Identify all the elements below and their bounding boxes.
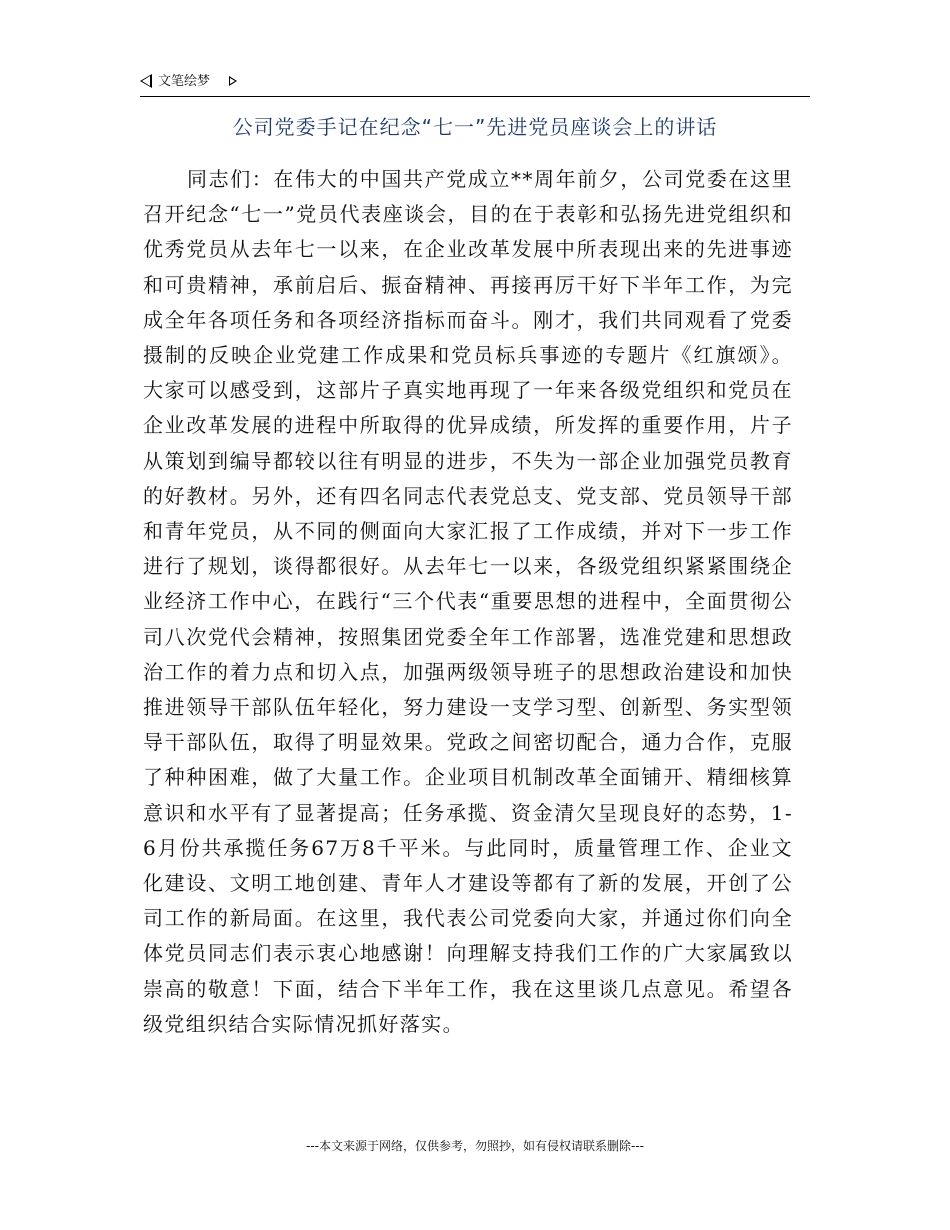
document-title: 公司党委手记在纪念“七一”先进党员座谈会上的讲话 <box>232 115 718 139</box>
triangle-right-icon <box>229 76 237 86</box>
triangle-left-icon <box>140 74 152 88</box>
header-brand: 文笔绘梦 <box>158 74 211 89</box>
document-body: 同志们：在伟大的中国共产党成立**周年前夕，公司党委在这里召开纪念“七一”党员代表座谈会，目的在于表彰和弘扬先进党组织和优秀党员从去年七一以来，在企业改革发展中所表现出来的先进事迹和可贵精神，承前启后、振奋精神、再接再厉干好下半年工作，为完成全年各项任务和各项经济指标而奋斗。刚才，我们共同观看了党委摄制的反映企业党建工作成果和党员标兵事迹的专题片《红旗颂》。大家可以感受到，这部片子真实地再现了一年来各级党组织和党员在企业改革发展的进程中所取得的优异成绩，所发挥的重要作用，片子从策划到编导都较以往有明显的进步，不失为一部企业加强党员教育的好教材。另外，还有四名同志代表党总支、党支部、党员领导干部和青年党员，从不同的侧面向大家汇报了工作成绩，并对下一步工作进行了规划，谈得都很好。从去年七一以来，各级党组织紧紧围绕企业经济工作中心，在践行“三个代表“重要思想的进程中，全面贯彻公司八次党代会精神，按照集团党委全年工作部署，选准党建和思想政治工作的着力点和切入点，加强两级领导班子的思想政治建设和加快推进领导干部队伍年轻化，努力建设一支学习型、创新型、务实型领导干部队伍，取得了明显效果。党政之间密切配合，通力合作，克服了种种困难，做了大量工作。企业项目机制改革全面铺开、精细核算意识和水平有了显著提高；任务承揽、资金清欠呈现良好的态势，1-6月份共承揽任务67万8千平米。与此同时，质量管理工作、企业文化建设、文明工地创建、青年人才建设等都有了新的发展，开创了公司工作的新局面。在这里，我代表公司党委向大家，并通过你们向全体党员同志们表示衷心地感谢！向理解支持我们工作的广大家属致以崇高的敬意！下面，结合下半年工作，我在这里谈几点意见。希望各级党组织结合实际情况抓好落实。 <box>143 167 793 1036</box>
page-header <box>140 70 810 97</box>
footer-notice: ---本文来源于网络，仅供参考，勿照抄，如有侵权请联系删除--- <box>306 1139 644 1153</box>
